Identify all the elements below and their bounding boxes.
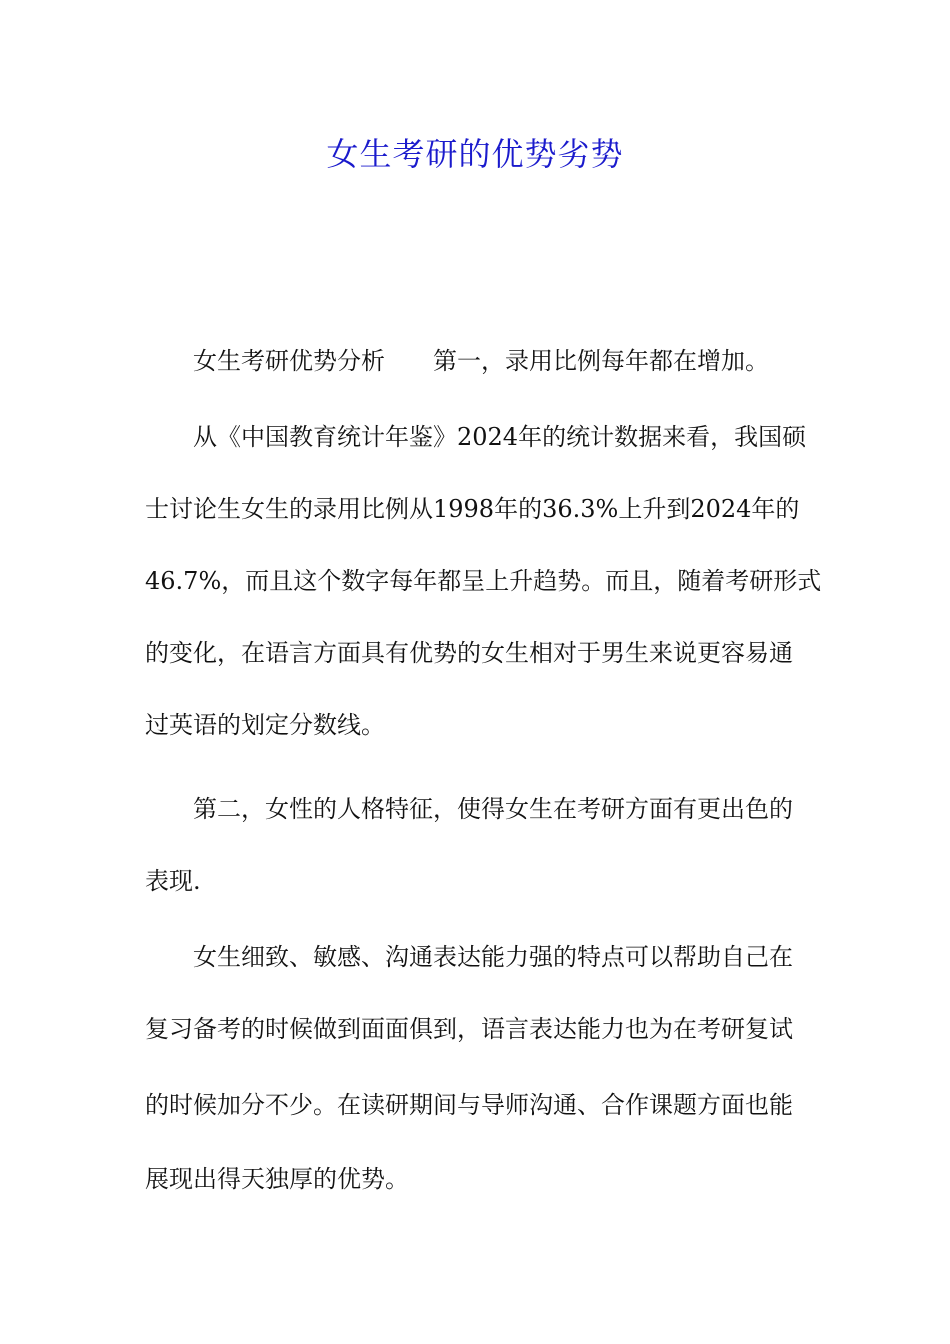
paragraph-line: 女生细致、敏感、沟通表达能力强的特点可以帮助自己在 <box>193 943 793 971</box>
point-heading: 第一，录用比例每年都在增加。 <box>433 347 769 375</box>
section-heading: 女生考研优势分析 <box>193 347 385 375</box>
paragraph-line: 过英语的划定分数线。 <box>145 711 385 739</box>
paragraph-line: 第二，女性的人格特征，使得女生在考研方面有更出色的 <box>193 795 793 823</box>
paragraph-line: 46.7%，而且这个数字每年都呈上升趋势。而且，随着考研形式 <box>145 567 822 595</box>
paragraph-line: 复习备考的时候做到面面俱到，语言表达能力也为在考研复试 <box>145 1015 793 1043</box>
paragraph-line: 的时候加分不少。在读研期间与导师沟通、合作课题方面也能 <box>145 1091 793 1119</box>
paragraph-line: 从《中国教育统计年鉴》2024年的统计数据来看，我国硕 <box>193 423 807 451</box>
paragraph-line: 表现. <box>145 867 201 895</box>
paragraph-line: 的变化，在语言方面具有优势的女生相对于男生来说更容易通 <box>145 639 793 667</box>
document-title: 女生考研的优势劣势 <box>326 135 624 173</box>
paragraph-line: 展现出得天独厚的优势。 <box>145 1165 409 1193</box>
paragraph-line: 士讨论生女生的录用比例从1998年的36.3%上升到2024年的 <box>145 495 800 523</box>
paragraph-line <box>193 346 769 376</box>
